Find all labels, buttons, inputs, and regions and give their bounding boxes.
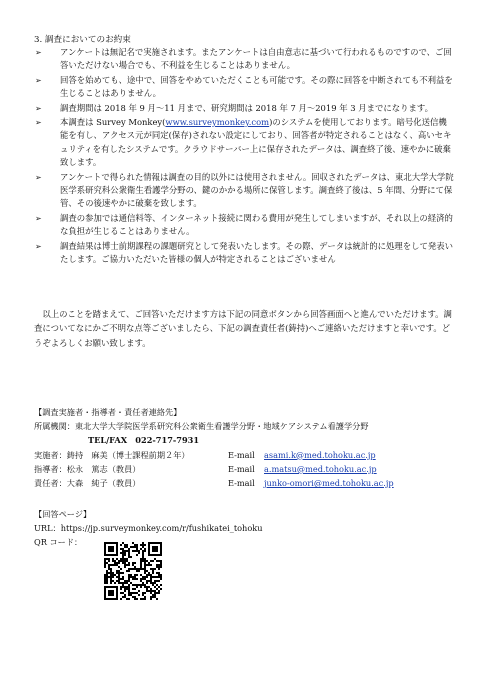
qr-label: QR コード： [34, 537, 83, 548]
list-item-text: アンケートは無記名で実施されます。またアンケートは自由意志に基づいて行われるものですので、ご回答いただけない場合でも、不利益を生じることはありません。 [60, 47, 452, 71]
list-item-text-after: )のシステムを使用しております。暗号化送信機能を有し、アクセス元が同定(保存)されない設定にしており、回答者が特定されることはなく、高いセキュリティを有したシステムです。クラウドサーバー上に保存されたデータは、調査終了後、速やかに破棄致します。 [60, 117, 452, 168]
contact-role: 指導者：松永 篤志（教員） [34, 463, 141, 474]
contact-role: 実施者：鋳持 麻美（博士課程前期２年） [34, 449, 190, 460]
list-item-text: 回答を始めても、途中で、回答をやめていただくことも可能です。その際に回答を中断されても不利益を生じることはありません。 [60, 74, 453, 99]
list-item [34, 102, 454, 115]
email-entry [228, 476, 394, 490]
survey-block [34, 507, 464, 550]
email-label: E-mail [228, 449, 255, 460]
closing-paragraph [34, 307, 454, 350]
list-item [34, 240, 454, 267]
arrow-bullet-icon: ➢ [35, 103, 42, 113]
email-link[interactable]: asami.k@med.tohoku.ac.jp [264, 449, 376, 460]
list-item [34, 116, 454, 170]
arrow-bullet-icon: ➢ [35, 75, 42, 85]
section-heading: 3. 調査においてのお約束 [34, 35, 131, 45]
arrow-bullet-icon: ➢ [35, 213, 42, 223]
survey-url[interactable]: URL：https://jp.surveymonkey.com/r/fushikatei_tohoku [34, 523, 263, 534]
list-item-text: 調査結果は博士前期課程の課題研究として発表いたします。その際、データは統計的に処理をして発表いたします。ご協力いただいた皆様の個人が特定されることはございません [60, 240, 453, 265]
arrow-bullet-icon: ➢ [35, 48, 42, 57]
arrow-bullet-icon: ➢ [35, 172, 42, 182]
affiliation: 所属機関：東北大学大学院医学系研究科公衆衛生看護学分野・地域ケアシステム看護学分野 [34, 421, 369, 432]
email-label: E-mail [228, 463, 255, 474]
contact-role: 責任者：大森 純子（教員） [34, 477, 141, 488]
arrow-bullet-icon: ➢ [35, 118, 42, 128]
closing-text: 以上のことを踏まえて、ご回答いただけます方は下記の同意ボタンから回答画面へと進んでいただけます。調査についてなにかご不明な点等ございましたら、下記の調査責任者(鋳持)へご連絡いただけますと幸いです。どうぞよろしくお願い致します。 [34, 309, 452, 348]
list-item-text: 調査の参加では通信料等、インターネット接続に関わる費用が発生してしまいますが、それ以上の経済的な負担が生じることはありません。 [60, 212, 453, 237]
contact-block [34, 405, 464, 490]
qr-code-icon[interactable] [104, 542, 162, 600]
contact-row [34, 448, 464, 462]
surveymonkey-link[interactable]: www.surveymonkey.com [165, 117, 270, 128]
survey-heading: 【回答ページ】 [34, 509, 92, 519]
list-item [34, 46, 454, 73]
contact-row [34, 476, 464, 490]
email-link[interactable]: junko-omori@med.tohoku.ac.jp [264, 477, 394, 488]
email-entry [228, 448, 376, 462]
promise-list [34, 46, 454, 268]
list-item-text: アンケートで得られた情報は調査の目的以外には使用されません。回収されたデータは、東北大学大学院医学系研究科公衆衛生看護学分野の、鍵のかかる場所に保管します。調査終了後は、5 年間、分野にて保管、その後速やかに破棄を致します。 [60, 171, 454, 209]
contact-row [34, 462, 464, 476]
tel-fax: TEL/FAX 022-717-7931 [88, 435, 200, 446]
contact-heading: 【調査実施者・指導者・責任者連絡先】 [34, 407, 182, 417]
list-item [34, 212, 454, 239]
list-item-text: 調査期間は 2018 年 9 月～11 月まで、研究期間は 2018 年 7 月～2019 年 3 月までになります。 [60, 102, 433, 113]
list-item [34, 171, 454, 211]
email-link[interactable]: a.matsu@med.tohoku.ac.jp [264, 463, 377, 474]
list-item [34, 74, 454, 101]
email-entry [228, 462, 377, 476]
list-item-text [60, 116, 454, 170]
list-item-text-before: 本調査は Survey Monkey( [60, 117, 166, 128]
email-label: E-mail [228, 477, 255, 488]
arrow-bullet-icon: ➢ [35, 241, 42, 251]
